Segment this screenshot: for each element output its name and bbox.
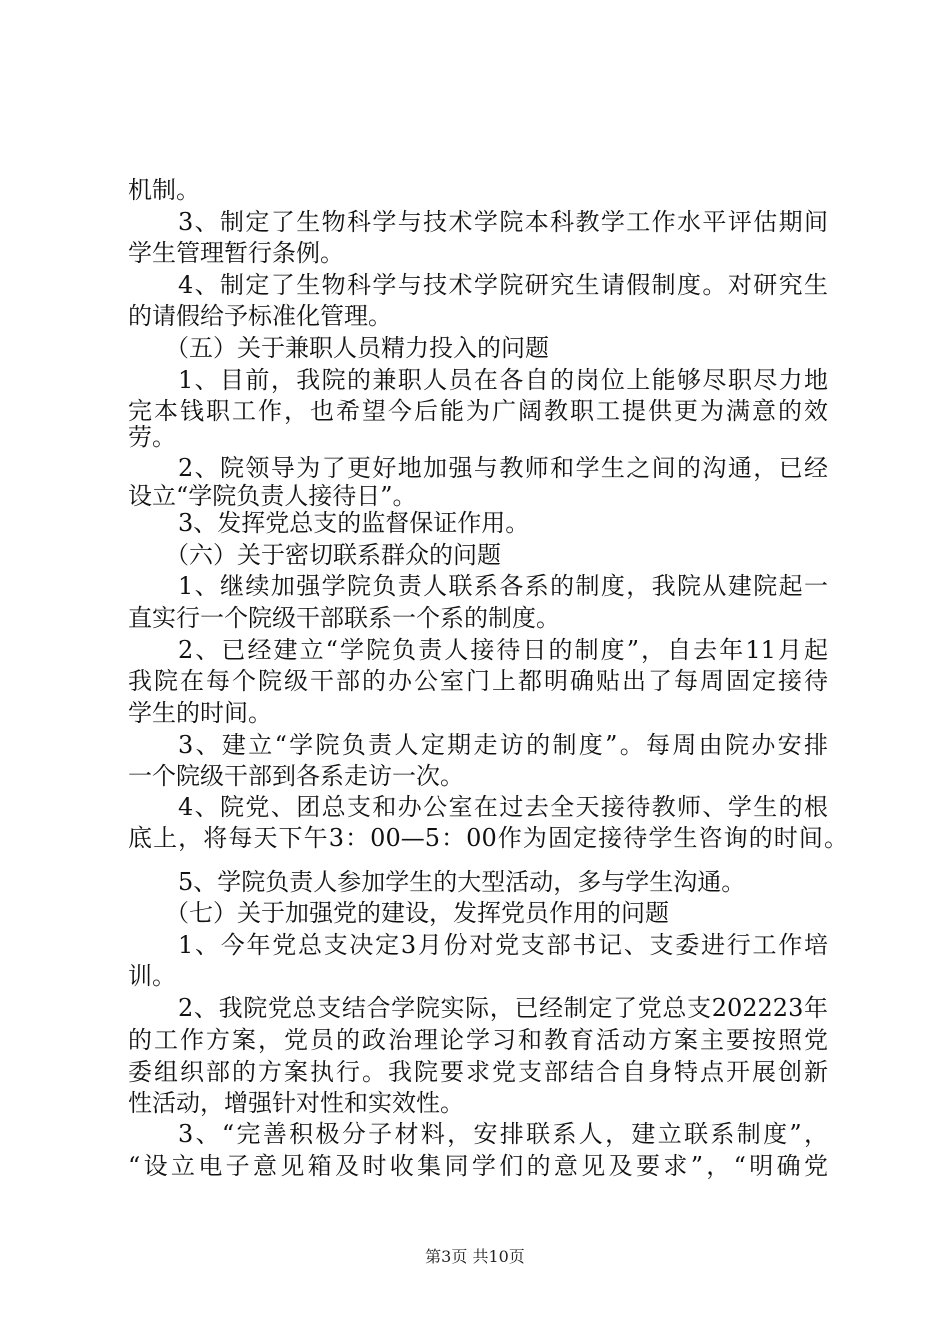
text-line: 一个院级干部到各系走访一次。 (128, 762, 464, 790)
text-line: 1、继续加强学院负责人联系各系的制度，我院从建院起一 (178, 572, 828, 600)
text-line: 我院在每个院级干部的办公室门上都明确贴出了每周固定接待 (128, 667, 828, 695)
text-line: 训。 (128, 962, 176, 990)
text-line: 3、“完善积极分子材料，安排联系人，建立联系制度”， (178, 1120, 828, 1148)
text-line: 3、发挥党总支的监督保证作用。 (178, 509, 530, 537)
page-number-footer: 第3页 共10页 (425, 1247, 525, 1266)
text-line: 的工作方案，党员的政治理论学习和教育活动方案主要按照党 (128, 1026, 828, 1054)
text-line: 委组织部的方案执行。我院要求党支部结合自身特点开展创新 (128, 1058, 828, 1086)
text-line: 3、制定了生物科学与技术学院本科教学工作水平评估期间 (178, 208, 828, 236)
text-line: 4、制定了生物科学与技术学院研究生请假制度。对研究生 (178, 271, 828, 299)
section-heading: （六）关于密切联系群众的问题 (165, 541, 501, 569)
text-line: 5、学院负责人参加学生的大型活动，多与学生沟通。 (178, 868, 746, 896)
text-line: 的请假给予标准化管理。 (128, 302, 392, 330)
text-line: 设立“学院负责人接待日”。 (128, 482, 417, 510)
text-line: 机制。 (128, 176, 200, 204)
text-line: 1、目前，我院的兼职人员在各自的岗位上能够尽职尽力地 (178, 366, 828, 394)
text-line: 4、院党、团总支和办公室在过去全天接待教师、学生的根 (178, 793, 828, 821)
text-line: 3、建立“学院负责人定期走访的制度”。每周由院办安排 (178, 731, 828, 759)
text-line: 完本钱职工作，也希望今后能为广阔教职工提供更为满意的效 (128, 397, 828, 425)
text-line: 性活动，增强针对性和实效性。 (128, 1089, 464, 1117)
section-heading: （七）关于加强党的建设，发挥党员作用的问题 (165, 899, 669, 927)
text-line: “设立电子意见箱及时收集同学们的意见及要求”，“明确党 (128, 1152, 828, 1180)
text-line: 劳。 (128, 423, 176, 451)
text-line: 2、院领导为了更好地加强与教师和学生之间的沟通，已经 (178, 454, 828, 482)
text-line: 学生管理暂行条例。 (128, 239, 344, 267)
section-heading: （五）关于兼职人员精力投入的问题 (165, 334, 549, 362)
text-line: 学生的时间。 (128, 699, 272, 727)
text-line: 直实行一个院级干部联系一个系的制度。 (128, 604, 560, 632)
text-line: 1、今年党总支决定3月份对党支部书记、支委进行工作培 (178, 931, 828, 959)
text-line: 底上，将每天下午3：00—5：00作为固定接待学生咨询的时间。 (128, 824, 848, 852)
text-line: 2、我院党总支结合学院实际，已经制定了党总支202223年 (178, 994, 828, 1022)
text-line: 2、已经建立“学院负责人接待日的制度”，自去年11月起 (178, 636, 828, 664)
